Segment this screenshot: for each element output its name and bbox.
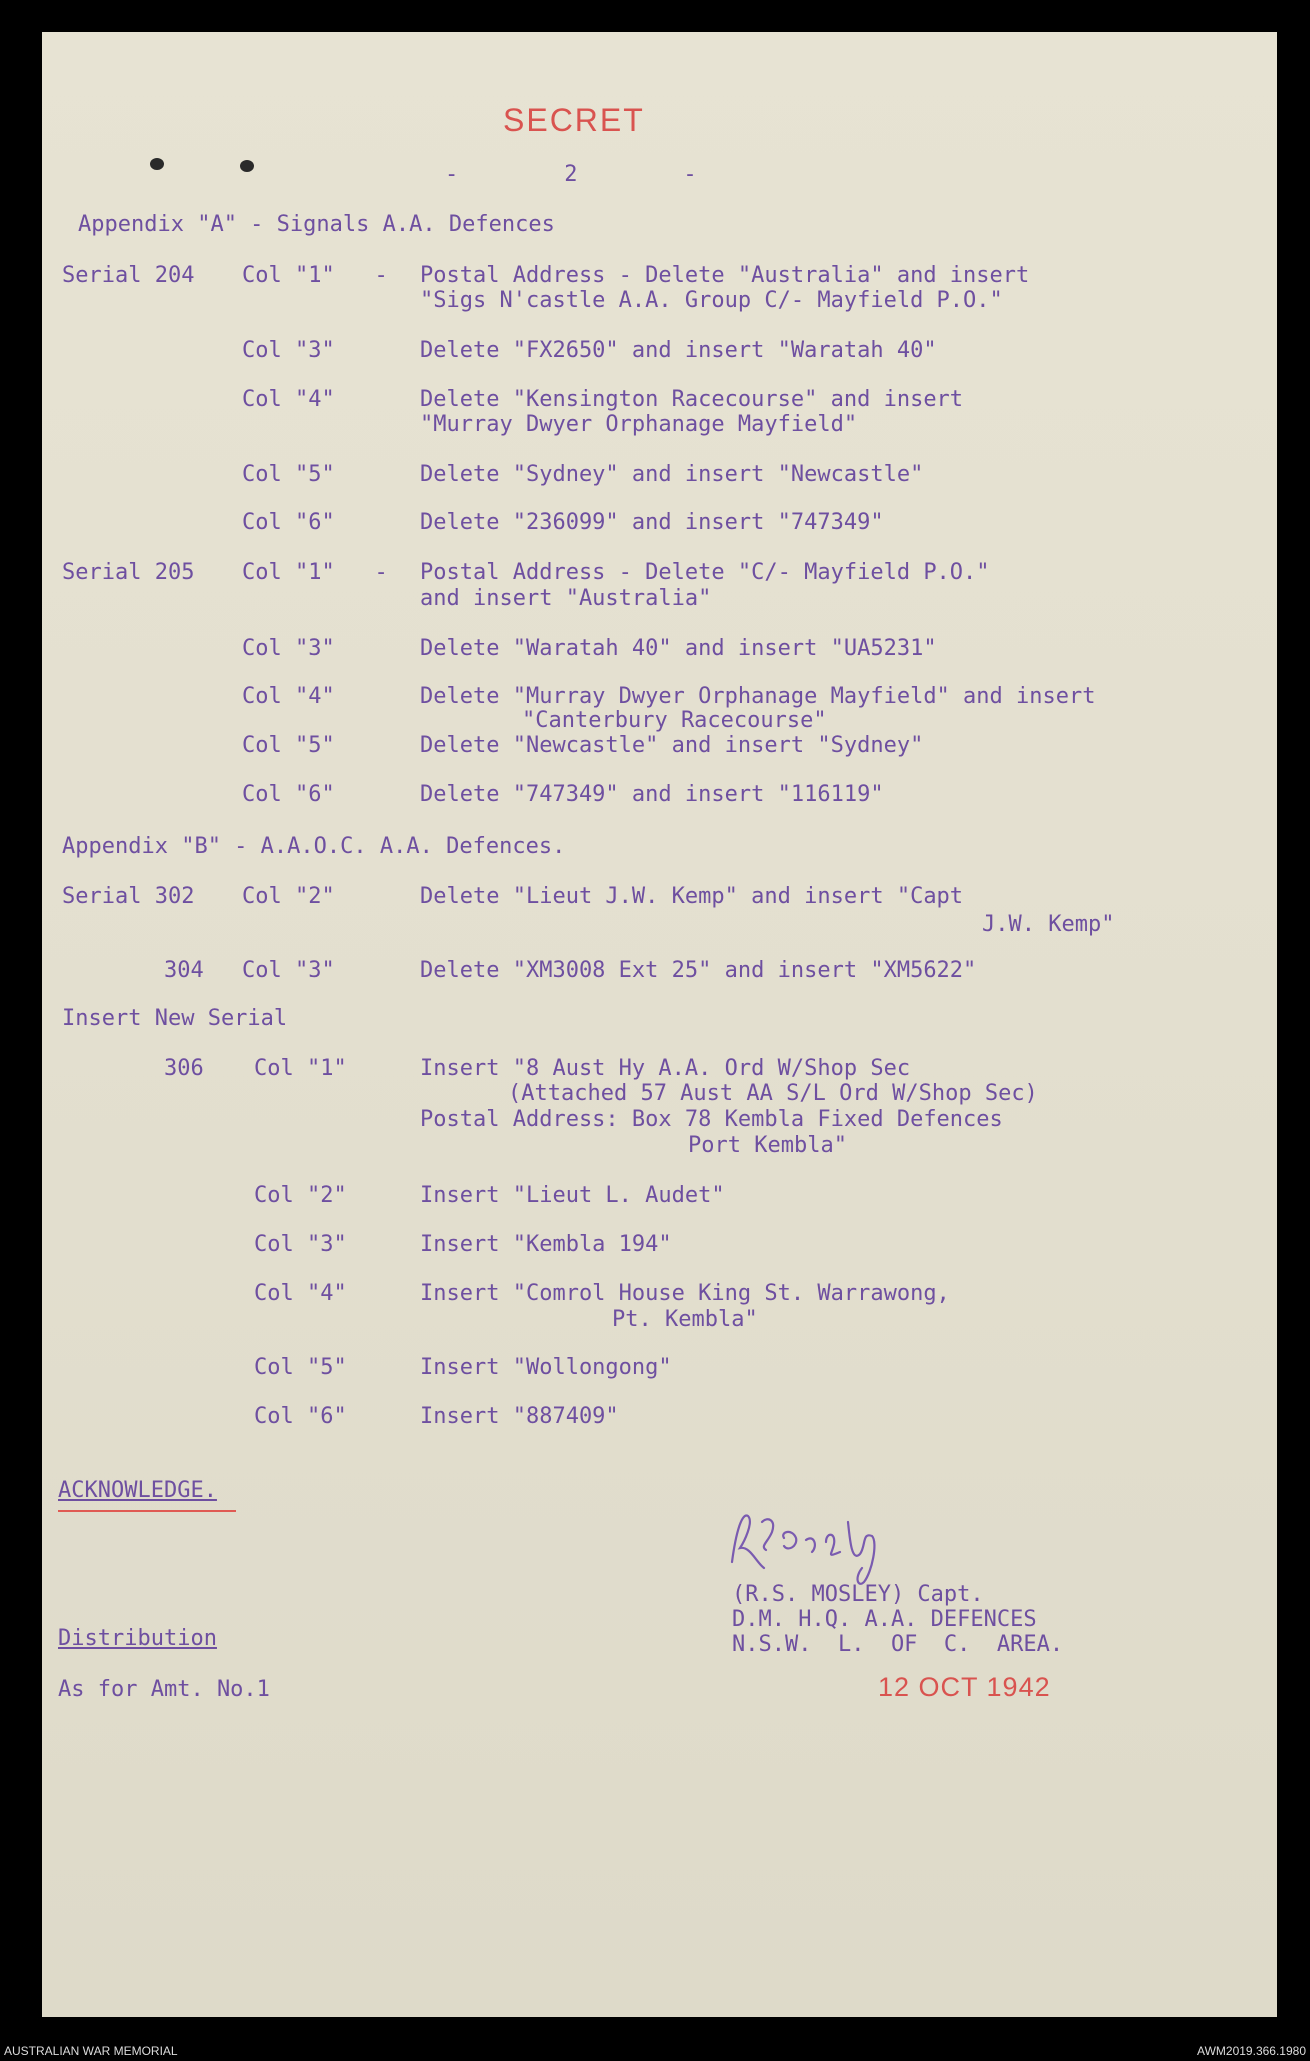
- serial-205-col5-label: Col "5": [242, 733, 335, 758]
- serial-204-col1-text: Postal Address - Delete "Australia" and insert: [420, 263, 1030, 288]
- serial-205-col6-text: Delete "747349" and insert "116119": [420, 782, 884, 807]
- serial-204-col6-label: Col "6": [242, 510, 335, 535]
- punch-hole: [150, 158, 164, 170]
- serial-306-col1-text: Postal Address: Box 78 Kembla Fixed Defences: [420, 1107, 1003, 1132]
- signatory-unit: D.M. H.Q. A.A. DEFENCES: [732, 1607, 1037, 1632]
- serial-205-col4-text: "Canterbury Racecourse": [522, 708, 827, 733]
- serial-205-col5-text: Delete "Newcastle" and insert "Sydney": [420, 733, 924, 758]
- serial-306-col4-text: Insert "Comrol House King St. Warrawong,: [420, 1281, 950, 1306]
- serial-306-col1-text: (Attached 57 Aust AA S/L Ord W/Shop Sec): [508, 1081, 1038, 1106]
- serial-302-label: Serial 302: [62, 884, 195, 909]
- serial-204-col4-label: Col "4": [242, 387, 335, 412]
- serial-304-label: 304: [164, 958, 204, 983]
- new-serial-heading: Insert New Serial: [62, 1006, 288, 1031]
- acknowledge-heading: ACKNOWLEDGE.: [58, 1478, 217, 1503]
- footer-credit: AUSTRALIAN WAR MEMORIAL: [4, 2044, 178, 2058]
- serial-204-col5-text: Delete "Sydney" and insert "Newcastle": [420, 462, 924, 487]
- serial-304-col3-text: Delete "XM3008 Ext 25" and insert "XM5622": [420, 958, 977, 983]
- serial-205-col1-text: Postal Address - Delete "C/- Mayfield P.O.": [420, 560, 990, 585]
- serial-204-col4-text: "Murray Dwyer Orphanage Mayfield": [420, 412, 858, 437]
- handwritten-signature: [722, 1502, 942, 1592]
- distribution-heading: Distribution: [58, 1626, 217, 1651]
- red-underline: [58, 1510, 236, 1512]
- serial-204-col5-label: Col "5": [242, 462, 335, 487]
- signatory-name: (R.S. MOSLEY) Capt.: [732, 1582, 984, 1607]
- serial-306-col5-label: Col "5": [254, 1355, 347, 1380]
- appendix-a-title: Appendix "A" - Signals A.A. Defences: [78, 212, 555, 237]
- serial-304-col3-label: Col "3": [242, 958, 335, 983]
- serial-306-col4-label: Col "4": [254, 1281, 347, 1306]
- serial-306-label: 306: [164, 1056, 204, 1081]
- serial-306-col1-label: Col "1": [254, 1056, 347, 1081]
- serial-205-col4-text: Delete "Murray Dwyer Orphanage Mayfield" and insert: [420, 684, 1096, 709]
- serial-205-col3-text: Delete "Waratah 40" and insert "UA5231": [420, 636, 937, 661]
- serial-205-col1-label: Col "1" -: [242, 560, 388, 585]
- serial-205-col4-label: Col "4": [242, 684, 335, 709]
- serial-306-col3-label: Col "3": [254, 1232, 347, 1257]
- serial-306-col6-text: Insert "887409": [420, 1404, 619, 1429]
- serial-204-col1-label: Col "1" -: [242, 263, 388, 288]
- classification-stamp: SECRET: [503, 102, 645, 138]
- serial-306-col5-text: Insert "Wollongong": [420, 1355, 672, 1380]
- appendix-b-title: Appendix "B" - A.A.O.C. A.A. Defences.: [62, 834, 566, 859]
- serial-204-col3-label: Col "3": [242, 338, 335, 363]
- serial-306-col4-text: Pt. Kembla": [612, 1307, 758, 1332]
- serial-306-col6-label: Col "6": [254, 1404, 347, 1429]
- serial-205-col6-label: Col "6": [242, 782, 335, 807]
- serial-306-col1-text: Insert "8 Aust Hy A.A. Ord W/Shop Sec: [420, 1056, 911, 1081]
- serial-204-col6-text: Delete "236099" and insert "747349": [420, 510, 884, 535]
- serial-204-label: Serial 204: [62, 263, 195, 288]
- serial-302-col2-label: Col "2": [242, 884, 335, 909]
- serial-302-col2-text: Delete "Lieut J.W. Kemp" and insert "Capt: [420, 884, 964, 909]
- punch-hole: [240, 160, 254, 172]
- distribution-text: As for Amt. No.1: [58, 1677, 270, 1702]
- serial-306-col2-label: Col "2": [254, 1183, 347, 1208]
- serial-205-col3-label: Col "3": [242, 636, 335, 661]
- serial-204-col1-text: "Sigs N'castle A.A. Group C/- Mayfield P.O.": [420, 288, 1003, 313]
- serial-306-col3-text: Insert "Kembla 194": [420, 1232, 672, 1257]
- serial-205-col1-text: and insert "Australia": [420, 586, 712, 611]
- signatory-area: N.S.W. L. OF C. AREA.: [732, 1632, 1064, 1657]
- serial-204-col3-text: Delete "FX2650" and insert "Waratah 40": [420, 338, 937, 363]
- serial-306-col1-text: Port Kembla": [688, 1133, 847, 1158]
- page-number: - 2 -: [445, 162, 697, 187]
- serial-205-label: Serial 205: [62, 560, 195, 585]
- serial-204-col4-text: Delete "Kensington Racecourse" and insert: [420, 387, 964, 412]
- footer-reference: AWM2019.366.1980: [1197, 2044, 1306, 2058]
- date-stamp: 12 OCT 1942: [878, 1672, 1051, 1702]
- serial-302-col2-text: J.W. Kemp": [982, 912, 1115, 937]
- serial-306-col2-text: Insert "Lieut L. Audet": [420, 1183, 725, 1208]
